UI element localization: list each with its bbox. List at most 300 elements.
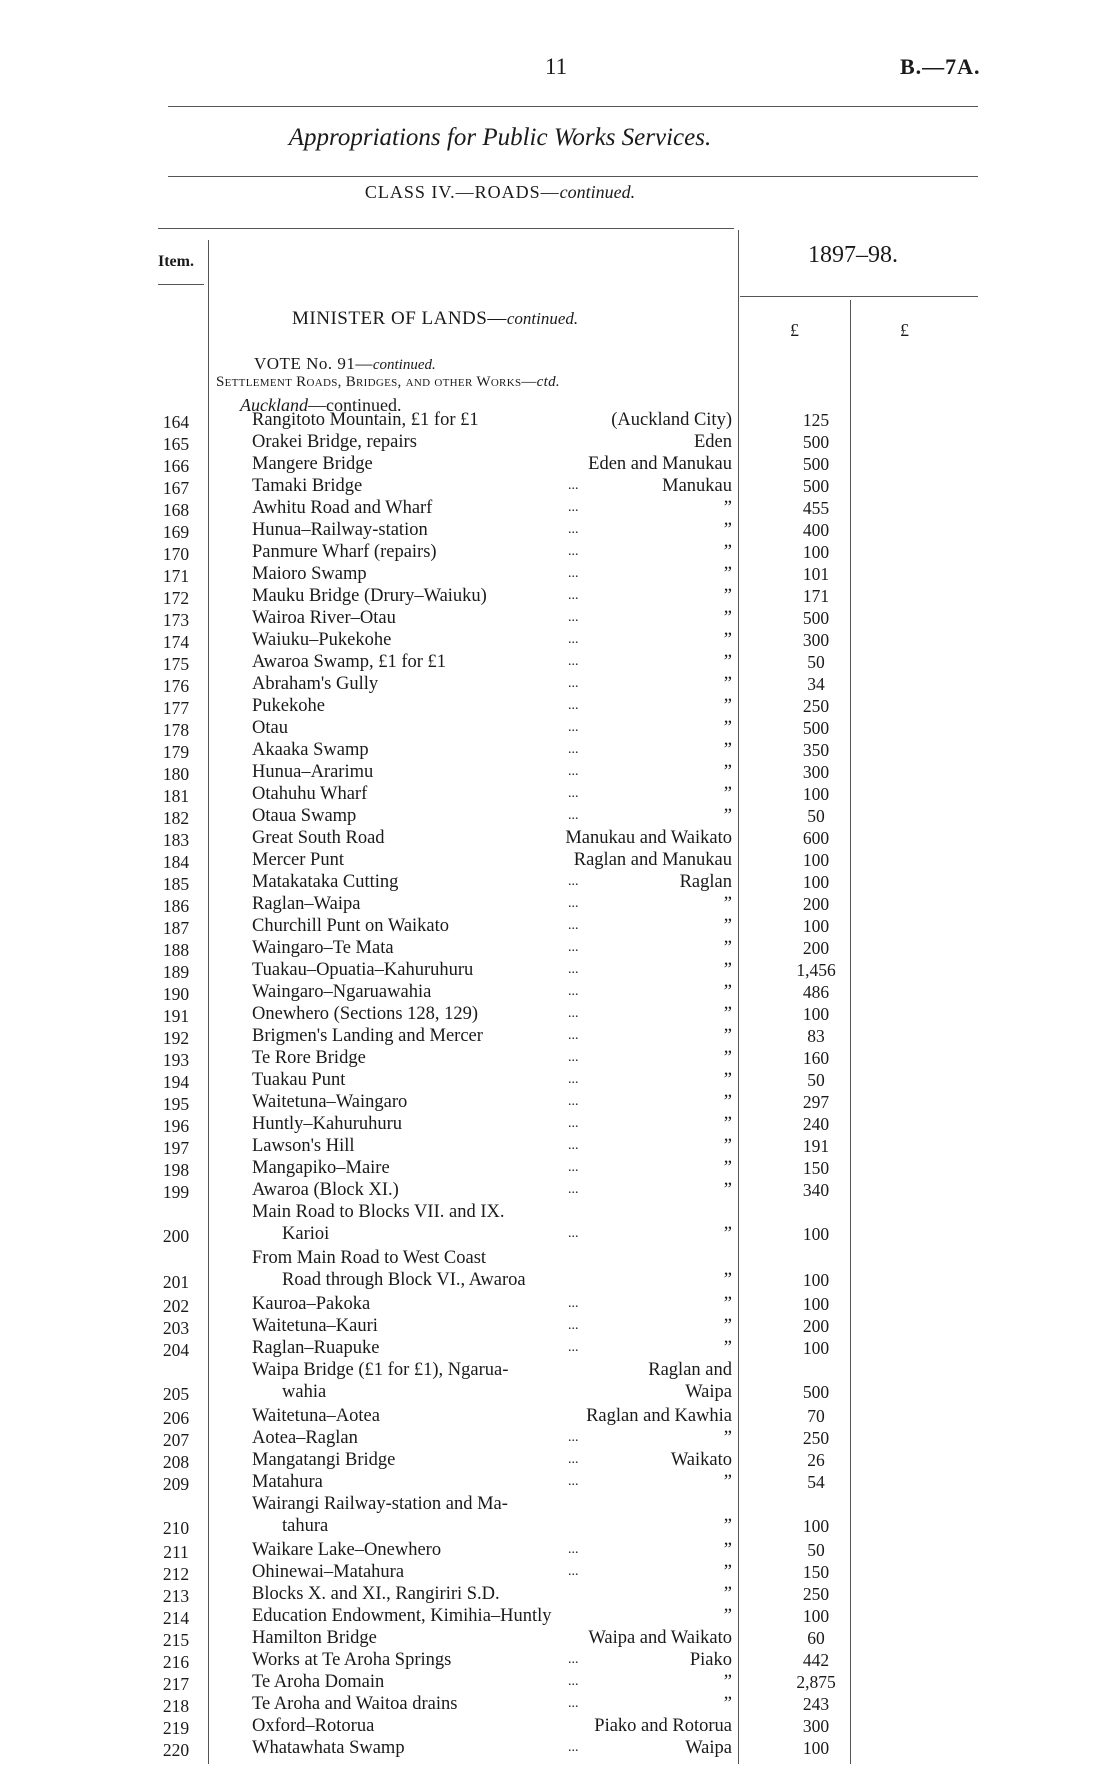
- item-description: Pukekohe: [252, 696, 325, 716]
- leader-dots: ...: [568, 1340, 579, 1355]
- item-number: 204: [162, 1340, 190, 1360]
- item-description: Waitetuna–Kauri: [252, 1316, 378, 1336]
- amount: 250: [802, 696, 830, 716]
- item-number: 173: [162, 610, 190, 630]
- amount: 297: [802, 1092, 830, 1112]
- district: ”: [723, 1562, 732, 1582]
- item-description: Rangitoto Mountain, £1 for £1: [252, 410, 479, 430]
- settlement-heading-continued: ctd.: [536, 374, 560, 390]
- district: ”: [723, 762, 732, 782]
- amount: 250: [802, 1584, 830, 1604]
- leader-dots: ...: [568, 808, 579, 823]
- item-number: 206: [162, 1408, 190, 1428]
- amount: 60: [807, 1628, 825, 1648]
- item-number: 197: [162, 1138, 190, 1158]
- district: ”: [723, 1540, 732, 1560]
- item-description: Tuakau Punt: [252, 1070, 346, 1090]
- item-description: Tuakau–Opuatia–Kahuruhuru: [252, 960, 474, 980]
- item-number: 167: [162, 478, 190, 498]
- item-number: 172: [162, 588, 190, 608]
- leader-dots: ...: [568, 1452, 579, 1467]
- amount: 500: [802, 608, 830, 628]
- item-number: 220: [162, 1740, 190, 1760]
- amount: 200: [802, 894, 830, 914]
- item-number: 168: [162, 500, 190, 520]
- item-description: Waitetuna–Aotea: [252, 1406, 380, 1426]
- amount: 100: [802, 784, 830, 804]
- amount: 70: [807, 1406, 825, 1426]
- leader-dots: ...: [568, 940, 579, 955]
- item-description: Awhitu Road and Wharf: [252, 498, 433, 518]
- item-number: 179: [162, 742, 190, 762]
- leader-dots: ...: [568, 1674, 579, 1689]
- item-number: 208: [162, 1452, 190, 1472]
- amount: 500: [802, 718, 830, 738]
- amount: 150: [802, 1562, 830, 1582]
- item-number: 175: [162, 654, 190, 674]
- item-column-header: Item.: [158, 253, 194, 270]
- leader-dots: ...: [568, 1740, 579, 1755]
- district: ”: [723, 1270, 732, 1290]
- item-description: Waingaro–Te Mata: [252, 938, 394, 958]
- item-number: 195: [162, 1094, 190, 1114]
- item-description: Raglan–Ruapuke: [252, 1338, 380, 1358]
- district: ”: [723, 1004, 732, 1024]
- district: Waipa and Waikato: [588, 1628, 732, 1648]
- amount: 100: [802, 542, 830, 562]
- item-number: 192: [162, 1028, 190, 1048]
- item-description: Akaaka Swamp: [252, 740, 369, 760]
- district: ”: [723, 1516, 732, 1536]
- district: ”: [723, 630, 732, 650]
- item-number: 199: [162, 1182, 190, 1202]
- amount: 50: [807, 1070, 825, 1090]
- item-description: Great South Road: [252, 828, 385, 848]
- item-description: Awaroa (Block XI.): [252, 1180, 399, 1200]
- item-description: Huntly–Kahuruhuru: [252, 1114, 403, 1134]
- leader-dots: ...: [568, 1160, 579, 1175]
- district: ”: [723, 520, 732, 540]
- item-description: Abraham's Gully: [252, 674, 379, 694]
- item-description: Wairoa River–Otau: [252, 608, 396, 628]
- amount: 100: [802, 1738, 830, 1758]
- leader-dots: ...: [568, 676, 579, 691]
- district: ”: [723, 718, 732, 738]
- item-number: 188: [162, 940, 190, 960]
- leader-dots: ...: [568, 1474, 579, 1489]
- leader-dots: ...: [568, 1028, 579, 1043]
- district: ”: [723, 894, 732, 914]
- item-number: 200: [162, 1226, 190, 1246]
- district: ”: [723, 1070, 732, 1090]
- amount: 26: [807, 1450, 825, 1470]
- item-number: 203: [162, 1318, 190, 1338]
- district: ”: [723, 1180, 732, 1200]
- leader-dots: ...: [568, 896, 579, 911]
- amount: 486: [802, 982, 830, 1002]
- item-description: Onewhero (Sections 128, 129): [252, 1004, 479, 1024]
- header-rule: [158, 228, 734, 229]
- leader-dots: ...: [568, 1226, 579, 1241]
- district: ”: [723, 1472, 732, 1492]
- district: ”: [723, 1026, 732, 1046]
- district: ”: [723, 1606, 732, 1626]
- district: Piako: [689, 1650, 732, 1670]
- item-description: Mangatangi Bridge: [252, 1450, 396, 1470]
- item-description: Otahuhu Wharf: [252, 784, 368, 804]
- item-number: 217: [162, 1674, 190, 1694]
- district: Raglan and Kawhia: [586, 1406, 732, 1426]
- item-description-continued: tahura: [282, 1516, 329, 1536]
- document-reference: B.—7A.: [900, 54, 981, 79]
- item-number: 180: [162, 764, 190, 784]
- item-number: 209: [162, 1474, 190, 1494]
- district: ”: [723, 982, 732, 1002]
- leader-dots: ...: [568, 654, 579, 669]
- item-description: Te Aroha Domain: [252, 1672, 385, 1692]
- item-number: 165: [162, 434, 190, 454]
- district: Eden: [693, 432, 732, 452]
- item-description: Whatawhata Swamp: [252, 1738, 405, 1758]
- leader-dots: ...: [568, 742, 579, 757]
- item-number: 166: [162, 456, 190, 476]
- item-description: Tamaki Bridge: [252, 476, 363, 496]
- leader-dots: ...: [568, 1050, 579, 1065]
- amount: 240: [802, 1114, 830, 1134]
- item-description: Main Road to Blocks VII. and IX.: [252, 1202, 505, 1222]
- item-header-underline: [158, 284, 204, 285]
- leader-dots: ...: [568, 500, 579, 515]
- leader-dots: ...: [568, 698, 579, 713]
- district: ”: [723, 1224, 732, 1244]
- item-description: Mercer Punt: [252, 850, 344, 870]
- item-description: Hunua–Ararimu: [252, 762, 374, 782]
- item-description: Education Endowment, Kimihia–Huntly: [252, 1606, 552, 1626]
- item-number: 215: [162, 1630, 190, 1650]
- item-column-divider: [208, 240, 209, 1764]
- leader-dots: ...: [568, 720, 579, 735]
- amount: 500: [802, 432, 830, 452]
- amount: 100: [802, 850, 830, 870]
- leader-dots: ...: [568, 1652, 579, 1667]
- district: ”: [723, 1672, 732, 1692]
- amount: 400: [802, 520, 830, 540]
- district: ”: [723, 1316, 732, 1336]
- item-number: 191: [162, 1006, 190, 1026]
- item-number: 196: [162, 1116, 190, 1136]
- district: ”: [723, 674, 732, 694]
- item-number: 171: [162, 566, 190, 586]
- top-rule: [168, 106, 978, 107]
- amount: 340: [802, 1180, 830, 1200]
- district: Raglan: [679, 872, 732, 892]
- district: ”: [723, 1114, 732, 1134]
- amount: 250: [802, 1428, 830, 1448]
- amount: 100: [802, 1606, 830, 1626]
- amount: 100: [802, 1224, 830, 1244]
- minister-heading: [292, 308, 578, 330]
- vote-heading: [254, 354, 436, 374]
- item-number: 202: [162, 1296, 190, 1316]
- amount: 442: [802, 1650, 830, 1670]
- minister-heading-continued: continued.: [506, 309, 579, 328]
- district: ”: [723, 916, 732, 936]
- item-description: Ohinewai–Matahura: [252, 1562, 405, 1582]
- amount: 350: [802, 740, 830, 760]
- item-number: 181: [162, 786, 190, 806]
- leader-dots: ...: [568, 1696, 579, 1711]
- region-heading-continued: —continued.: [307, 395, 402, 415]
- item-number: 207: [162, 1430, 190, 1450]
- leader-dots: ...: [568, 786, 579, 801]
- item-number: 212: [162, 1564, 190, 1584]
- item-description: Te Aroha and Waitoa drains: [252, 1694, 458, 1714]
- item-description-continued: Karioi: [282, 1224, 330, 1244]
- item-number: 205: [162, 1384, 190, 1404]
- amount: 500: [802, 476, 830, 496]
- item-description: Aotea–Raglan: [252, 1428, 358, 1448]
- leader-dots: ...: [568, 984, 579, 999]
- item-number: 187: [162, 918, 190, 938]
- amount: 455: [802, 498, 830, 518]
- leader-dots: ...: [568, 1542, 579, 1557]
- item-description-continued: Road through Block VI., Awaroa: [282, 1270, 526, 1290]
- item-description: Lawson's Hill: [252, 1136, 355, 1156]
- item-number: 218: [162, 1696, 190, 1716]
- item-description: Awaroa Swamp, £1 for £1: [252, 652, 447, 672]
- district: ”: [723, 586, 732, 606]
- item-description: Matakataka Cutting: [252, 872, 399, 892]
- year-column-header: 1897–98.: [808, 242, 898, 268]
- amount: 50: [807, 652, 825, 672]
- description-column-divider: [738, 230, 739, 1764]
- item-description: Oxford–Rotorua: [252, 1716, 375, 1736]
- amount: 171: [802, 586, 830, 606]
- item-description: Mangere Bridge: [252, 454, 373, 474]
- leader-dots: ...: [568, 764, 579, 779]
- district: Eden and Manukau: [588, 454, 732, 474]
- item-number: 216: [162, 1652, 190, 1672]
- district: (Auckland City): [611, 410, 732, 430]
- vote-heading-continued: continued.: [372, 357, 436, 373]
- item-description: Waingaro–Ngaruawahia: [252, 982, 432, 1002]
- district: ”: [723, 1294, 732, 1314]
- district: Piako and Rotorua: [594, 1716, 732, 1736]
- leader-dots: ...: [568, 962, 579, 977]
- year-header-underline: [740, 296, 978, 297]
- leader-dots: ...: [568, 1182, 579, 1197]
- district: ”: [723, 1092, 732, 1112]
- amount: 200: [802, 938, 830, 958]
- district: ”: [723, 1694, 732, 1714]
- item-number: 219: [162, 1718, 190, 1738]
- item-description: Te Rore Bridge: [252, 1048, 366, 1068]
- item-number: 178: [162, 720, 190, 740]
- page-title: Appropriations for Public Works Services.: [288, 124, 712, 151]
- district: ”: [723, 740, 732, 760]
- district: Raglan and Manukau: [573, 850, 732, 870]
- item-description: Mangapiko–Maire: [252, 1158, 390, 1178]
- district: Waikato: [670, 1450, 732, 1470]
- district: ”: [723, 564, 732, 584]
- district: ”: [723, 1048, 732, 1068]
- item-description: Matahura: [252, 1472, 323, 1492]
- item-description: Panmure Wharf (repairs): [252, 542, 437, 562]
- item-number: 201: [162, 1272, 190, 1292]
- item-number: 190: [162, 984, 190, 1004]
- district: ”: [723, 1584, 732, 1604]
- leader-dots: ...: [568, 1094, 579, 1109]
- amount: 243: [802, 1694, 830, 1714]
- amount: 101: [802, 564, 830, 584]
- leader-dots: ...: [568, 632, 579, 647]
- amount: 300: [802, 1716, 830, 1736]
- item-number: 193: [162, 1050, 190, 1070]
- item-description: Mauku Bridge (Drury–Waiuku): [252, 586, 487, 606]
- district: Manukau and Waikato: [565, 828, 732, 848]
- item-description: Wairangi Railway-station and Ma-: [252, 1494, 508, 1514]
- leader-dots: ...: [568, 1564, 579, 1579]
- district: Raglan and: [648, 1360, 732, 1380]
- amount: 1,456: [796, 960, 836, 980]
- leader-dots: ...: [568, 1296, 579, 1311]
- item-description: Waitetuna–Waingaro: [252, 1092, 408, 1112]
- item-description: From Main Road to West Coast: [252, 1248, 487, 1268]
- item-number: 185: [162, 874, 190, 894]
- item-number: 184: [162, 852, 190, 872]
- item-number: 169: [162, 522, 190, 542]
- class-heading-main: CLASS IV.—ROADS—: [364, 182, 560, 202]
- settlement-heading: [216, 374, 560, 391]
- item-description: Hunua–Railway-station: [252, 520, 428, 540]
- district: ”: [723, 784, 732, 804]
- district: ”: [723, 806, 732, 826]
- page-number: 11: [545, 54, 568, 79]
- item-description: Otau: [252, 718, 288, 738]
- amount: 100: [802, 916, 830, 936]
- leader-dots: ...: [568, 1430, 579, 1445]
- amount: 191: [802, 1136, 830, 1156]
- amount: 2,875: [796, 1672, 836, 1692]
- leader-dots: ...: [568, 478, 579, 493]
- item-description: Orakei Bridge, repairs: [252, 432, 417, 452]
- amount: 300: [802, 762, 830, 782]
- item-number: 174: [162, 632, 190, 652]
- item-number: 182: [162, 808, 190, 828]
- item-number: 194: [162, 1072, 190, 1092]
- amount: 83: [807, 1026, 825, 1046]
- amount: 100: [802, 1338, 830, 1358]
- item-number: 213: [162, 1586, 190, 1606]
- item-number: 198: [162, 1160, 190, 1180]
- title-rule: [168, 176, 978, 177]
- district: Waipa: [685, 1738, 732, 1758]
- leader-dots: ...: [568, 874, 579, 889]
- district: ”: [723, 498, 732, 518]
- item-description: Otaua Swamp: [252, 806, 357, 826]
- item-description: Waiuku–Pukekohe: [252, 630, 392, 650]
- region-heading-name: Auckland: [240, 395, 308, 415]
- leader-dots: ...: [568, 588, 579, 603]
- minister-heading-main: MINISTER OF LANDS—: [292, 308, 507, 329]
- amount: 300: [802, 630, 830, 650]
- pound-sign-column-1: £: [790, 320, 799, 340]
- leader-dots: ...: [568, 1318, 579, 1333]
- item-number: 164: [162, 412, 190, 432]
- item-description-continued: wahia: [282, 1382, 327, 1402]
- amount: 160: [802, 1048, 830, 1068]
- vote-heading-main: VOTE No. 91—: [254, 354, 373, 373]
- item-description: Works at Te Aroha Springs: [252, 1650, 452, 1670]
- item-description: Hamilton Bridge: [252, 1628, 377, 1648]
- district: ”: [723, 960, 732, 980]
- item-number: 170: [162, 544, 190, 564]
- amount: 50: [807, 1540, 825, 1560]
- item-description: Waipa Bridge (£1 for £1), Ngarua-: [252, 1360, 509, 1380]
- item-number: 176: [162, 676, 190, 696]
- district: ”: [723, 652, 732, 672]
- district: ”: [723, 1338, 732, 1358]
- amount: 34: [807, 674, 825, 694]
- district: ”: [723, 1428, 732, 1448]
- amount: 500: [802, 1382, 830, 1402]
- item-description: Brigmen's Landing and Mercer: [252, 1026, 483, 1046]
- district: ”: [723, 696, 732, 716]
- amount: 100: [802, 872, 830, 892]
- item-number: 177: [162, 698, 190, 718]
- pound-sign-column-2: £: [900, 320, 909, 340]
- amount: 125: [802, 410, 830, 430]
- leader-dots: ...: [568, 918, 579, 933]
- amount: 100: [802, 1516, 830, 1536]
- amount: 100: [802, 1294, 830, 1314]
- district: Manukau: [662, 476, 732, 496]
- district: ”: [723, 1158, 732, 1178]
- item-number: 186: [162, 896, 190, 916]
- leader-dots: ...: [568, 1072, 579, 1087]
- district-continued: Waipa: [685, 1382, 732, 1402]
- leader-dots: ...: [568, 1006, 579, 1021]
- amount: 54: [807, 1472, 825, 1492]
- leader-dots: ...: [568, 544, 579, 559]
- leader-dots: ...: [568, 1138, 579, 1153]
- amount: 200: [802, 1316, 830, 1336]
- district: ”: [723, 1136, 732, 1156]
- leader-dots: ...: [568, 522, 579, 537]
- item-number: 183: [162, 830, 190, 850]
- class-heading-continued: continued.: [559, 182, 636, 202]
- leader-dots: ...: [568, 566, 579, 581]
- amount: 150: [802, 1158, 830, 1178]
- class-heading: [0, 182, 1000, 203]
- item-description: Waikare Lake–Onewhero: [252, 1540, 442, 1560]
- item-description: Blocks X. and XI., Rangiriri S.D.: [252, 1584, 500, 1604]
- leader-dots: ...: [568, 1116, 579, 1131]
- item-number: 189: [162, 962, 190, 982]
- amount: 100: [802, 1270, 830, 1290]
- amount: 600: [802, 828, 830, 848]
- amount: 50: [807, 806, 825, 826]
- settlement-heading-main: Settlement Roads, Bridges, and other Works—: [216, 374, 537, 390]
- item-number: 214: [162, 1608, 190, 1628]
- item-number: 210: [162, 1518, 190, 1538]
- district: ”: [723, 938, 732, 958]
- item-description: Raglan–Waipa: [252, 894, 361, 914]
- item-description: Maioro Swamp: [252, 564, 367, 584]
- district: ”: [723, 542, 732, 562]
- item-description: Kauroa–Pakoka: [252, 1294, 371, 1314]
- item-description: Churchill Punt on Waikato: [252, 916, 450, 936]
